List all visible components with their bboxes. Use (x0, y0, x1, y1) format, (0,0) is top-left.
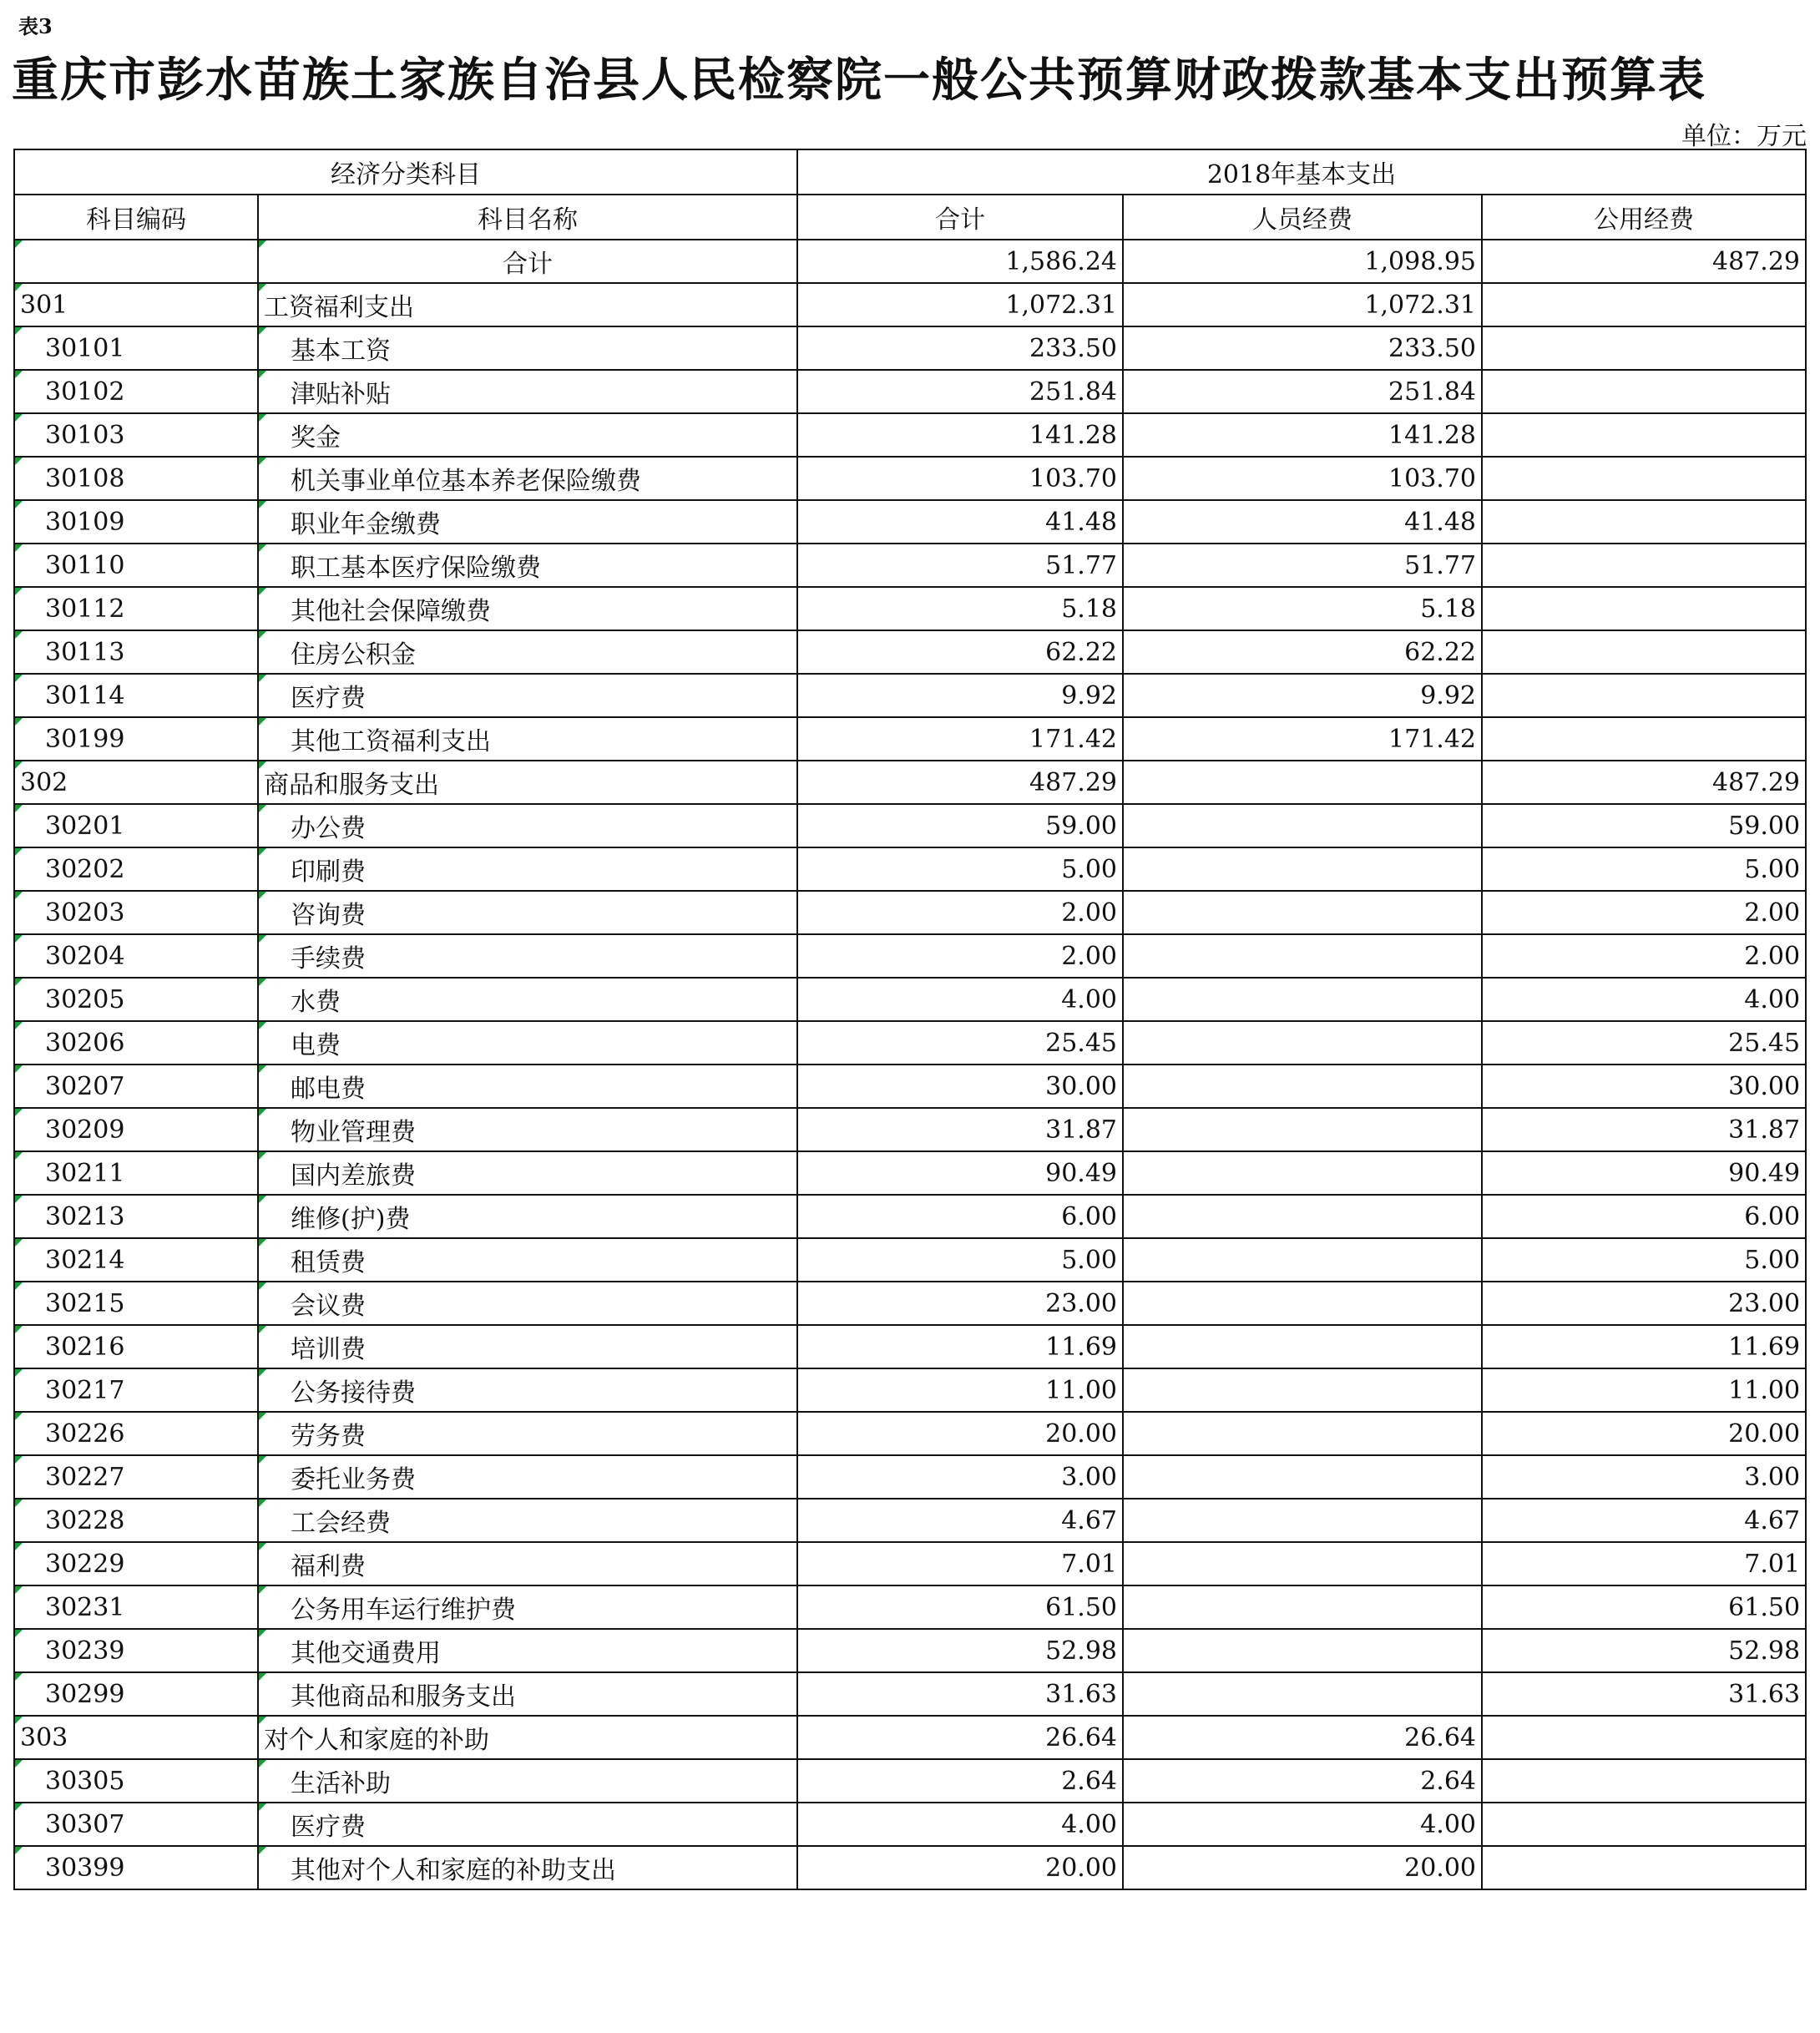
cell-total: 7.01 (797, 1542, 1123, 1585)
cell-public (1482, 283, 1806, 326)
cell-personnel: 4.00 (1123, 1803, 1482, 1846)
cell-name: 维修(护)费 (258, 1195, 797, 1238)
cell-code: 30201 (14, 804, 258, 847)
cell-name: 办公费 (258, 804, 797, 847)
cell-personnel: 41.48 (1123, 500, 1482, 544)
cell-public: 487.29 (1482, 240, 1806, 283)
cell-name: 工会经费 (258, 1499, 797, 1542)
cell-total: 9.92 (797, 674, 1123, 717)
cell-code: 30226 (14, 1412, 258, 1455)
cell-total: 4.00 (797, 978, 1123, 1021)
cell-personnel: 233.50 (1123, 326, 1482, 370)
cell-code: 30206 (14, 1021, 258, 1065)
table-row (14, 283, 1806, 326)
cell-code: 30228 (14, 1499, 258, 1542)
cell-name: 电费 (258, 1021, 797, 1065)
cell-personnel (1123, 1412, 1482, 1455)
cell-public: 23.00 (1482, 1282, 1806, 1325)
cell-code: 30205 (14, 978, 258, 1021)
cell-personnel (1123, 1065, 1482, 1108)
table-row (14, 1282, 1806, 1325)
cell-name: 医疗费 (258, 1803, 797, 1846)
cell-personnel (1123, 1151, 1482, 1195)
cell-total: 1,072.31 (797, 283, 1123, 326)
cell-personnel (1123, 891, 1482, 934)
cell-total: 5.00 (797, 1238, 1123, 1282)
cell-personnel (1123, 1542, 1482, 1585)
cell-public (1482, 457, 1806, 500)
cell-code: 301 (14, 283, 258, 326)
cell-public (1482, 587, 1806, 630)
cell-total: 25.45 (797, 1021, 1123, 1065)
cell-name: 咨询费 (258, 891, 797, 934)
cell-public: 61.50 (1482, 1585, 1806, 1629)
cell-code: 30102 (14, 370, 258, 413)
cell-code: 30103 (14, 413, 258, 457)
cell-code: 30231 (14, 1585, 258, 1629)
cell-name: 其他社会保障缴费 (258, 587, 797, 630)
table-row (14, 1672, 1806, 1716)
cell-total: 52.98 (797, 1629, 1123, 1672)
table-row (14, 1108, 1806, 1151)
table-row (14, 717, 1806, 761)
table-row (14, 1412, 1806, 1455)
cell-code: 30213 (14, 1195, 258, 1238)
cell-total: 31.87 (797, 1108, 1123, 1151)
cell-name: 基本工资 (258, 326, 797, 370)
cell-code: 30229 (14, 1542, 258, 1585)
cell-total: 11.00 (797, 1368, 1123, 1412)
cell-name: 奖金 (258, 413, 797, 457)
cell-code: 30399 (14, 1846, 258, 1889)
cell-name: 培训费 (258, 1325, 797, 1368)
table-row (14, 1151, 1806, 1195)
cell-personnel (1123, 1282, 1482, 1325)
cell-total: 1,586.24 (797, 240, 1123, 283)
cell-personnel: 51.77 (1123, 544, 1482, 587)
table-row (14, 1325, 1806, 1368)
unit-label: 单位：万元 (1681, 122, 1807, 151)
table-row (14, 587, 1806, 630)
header-personnel: 人员经费 (1123, 195, 1482, 240)
table-row (14, 804, 1806, 847)
cell-total: 26.64 (797, 1716, 1123, 1759)
table-row (14, 1368, 1806, 1412)
cell-personnel (1123, 1629, 1482, 1672)
cell-name: 医疗费 (258, 674, 797, 717)
table-row (14, 1065, 1806, 1108)
table-row (14, 240, 1806, 283)
table-row (14, 1629, 1806, 1672)
cell-total: 3.00 (797, 1455, 1123, 1499)
cell-public: 4.67 (1482, 1499, 1806, 1542)
cell-name: 福利费 (258, 1542, 797, 1585)
cell-name: 手续费 (258, 934, 797, 978)
cell-personnel: 26.64 (1123, 1716, 1482, 1759)
cell-personnel: 1,098.95 (1123, 240, 1482, 283)
cell-name: 公务接待费 (258, 1368, 797, 1412)
cell-code: 30113 (14, 630, 258, 674)
cell-public: 5.00 (1482, 1238, 1806, 1282)
cell-code: 302 (14, 761, 258, 804)
cell-public: 3.00 (1482, 1455, 1806, 1499)
cell-name: 公务用车运行维护费 (258, 1585, 797, 1629)
cell-public: 25.45 (1482, 1021, 1806, 1065)
budget-table (13, 149, 1807, 1890)
cell-name: 生活补助 (258, 1759, 797, 1803)
cell-code: 30199 (14, 717, 258, 761)
cell-public: 20.00 (1482, 1412, 1806, 1455)
header-column-row (14, 195, 1806, 240)
header-code: 科目编码 (14, 195, 258, 240)
cell-public: 90.49 (1482, 1151, 1806, 1195)
cell-name: 邮电费 (258, 1065, 797, 1108)
cell-personnel: 1,072.31 (1123, 283, 1482, 326)
table-row (14, 1585, 1806, 1629)
table-row (14, 674, 1806, 717)
table-row (14, 934, 1806, 978)
cell-personnel (1123, 1499, 1482, 1542)
cell-code: 303 (14, 1716, 258, 1759)
table-row (14, 1716, 1806, 1759)
cell-public (1482, 674, 1806, 717)
table-row (14, 1759, 1806, 1803)
header-economic-classification: 经济分类科目 (14, 149, 797, 195)
cell-public: 487.29 (1482, 761, 1806, 804)
cell-code: 30217 (14, 1368, 258, 1412)
table-row (14, 370, 1806, 413)
cell-name: 国内差旅费 (258, 1151, 797, 1195)
cell-personnel: 9.92 (1123, 674, 1482, 717)
table-row (14, 326, 1806, 370)
cell-name: 其他对个人和家庭的补助支出 (258, 1846, 797, 1889)
cell-total: 103.70 (797, 457, 1123, 500)
table-row (14, 1499, 1806, 1542)
cell-code: 30207 (14, 1065, 258, 1108)
cell-name: 其他商品和服务支出 (258, 1672, 797, 1716)
cell-public: 31.63 (1482, 1672, 1806, 1716)
cell-personnel (1123, 1368, 1482, 1412)
cell-total: 20.00 (797, 1846, 1123, 1889)
cell-total: 4.00 (797, 1803, 1123, 1846)
cell-personnel (1123, 1238, 1482, 1282)
header-group-row (14, 149, 1806, 195)
cell-code: 30299 (14, 1672, 258, 1716)
cell-code: 30108 (14, 457, 258, 500)
cell-code: 30114 (14, 674, 258, 717)
cell-public (1482, 1803, 1806, 1846)
table-row (14, 1803, 1806, 1846)
cell-public: 7.01 (1482, 1542, 1806, 1585)
cell-personnel (1123, 934, 1482, 978)
cell-code: 30215 (14, 1282, 258, 1325)
table-row (14, 413, 1806, 457)
cell-total: 5.00 (797, 847, 1123, 891)
cell-name: 工资福利支出 (258, 283, 797, 326)
cell-total: 51.77 (797, 544, 1123, 587)
cell-personnel (1123, 1672, 1482, 1716)
header-public: 公用经费 (1482, 195, 1806, 240)
cell-name: 印刷费 (258, 847, 797, 891)
cell-personnel: 20.00 (1123, 1846, 1482, 1889)
cell-total: 11.69 (797, 1325, 1123, 1368)
cell-total: 30.00 (797, 1065, 1123, 1108)
cell-personnel: 171.42 (1123, 717, 1482, 761)
cell-public (1482, 1846, 1806, 1889)
cell-public (1482, 630, 1806, 674)
cell-personnel (1123, 1325, 1482, 1368)
cell-code: 30305 (14, 1759, 258, 1803)
cell-public: 5.00 (1482, 847, 1806, 891)
cell-public (1482, 717, 1806, 761)
table-row (14, 1195, 1806, 1238)
cell-name: 职业年金缴费 (258, 500, 797, 544)
cell-public (1482, 413, 1806, 457)
cell-total: 5.18 (797, 587, 1123, 630)
table-row (14, 1542, 1806, 1585)
cell-personnel (1123, 1021, 1482, 1065)
cell-code: 30109 (14, 500, 258, 544)
cell-name: 其他交通费用 (258, 1629, 797, 1672)
cell-public: 6.00 (1482, 1195, 1806, 1238)
cell-public: 31.87 (1482, 1108, 1806, 1151)
table-row (14, 1455, 1806, 1499)
cell-total: 233.50 (797, 326, 1123, 370)
cell-name: 劳务费 (258, 1412, 797, 1455)
table-row (14, 500, 1806, 544)
cell-name: 住房公积金 (258, 630, 797, 674)
cell-total: 6.00 (797, 1195, 1123, 1238)
cell-code: 30227 (14, 1455, 258, 1499)
table-label: 表3 (18, 14, 53, 38)
page-title: 重庆市彭水苗族土家族自治县人民检察院一般公共预算财政拨款基本支出预算表 (12, 53, 1706, 108)
cell-code: 30112 (14, 587, 258, 630)
cell-total: 90.49 (797, 1151, 1123, 1195)
cell-code: 30101 (14, 326, 258, 370)
header-total: 合计 (797, 195, 1123, 240)
cell-public: 2.00 (1482, 934, 1806, 978)
cell-name: 机关事业单位基本养老保险缴费 (258, 457, 797, 500)
cell-personnel (1123, 761, 1482, 804)
table-row (14, 1846, 1806, 1889)
header-2018-basic-expenditure: 2018年基本支出 (797, 149, 1806, 195)
cell-code: 30216 (14, 1325, 258, 1368)
cell-total: 487.29 (797, 761, 1123, 804)
cell-personnel: 103.70 (1123, 457, 1482, 500)
cell-total: 31.63 (797, 1672, 1123, 1716)
cell-total: 59.00 (797, 804, 1123, 847)
cell-code: 30204 (14, 934, 258, 978)
cell-public: 2.00 (1482, 891, 1806, 934)
cell-personnel (1123, 1195, 1482, 1238)
cell-personnel: 62.22 (1123, 630, 1482, 674)
cell-code (14, 240, 258, 283)
cell-public: 11.00 (1482, 1368, 1806, 1412)
table-row (14, 630, 1806, 674)
cell-total: 171.42 (797, 717, 1123, 761)
cell-code: 30307 (14, 1803, 258, 1846)
cell-personnel (1123, 1455, 1482, 1499)
cell-total: 2.64 (797, 1759, 1123, 1803)
cell-personnel (1123, 804, 1482, 847)
table-body (14, 240, 1806, 1889)
cell-code: 30110 (14, 544, 258, 587)
cell-total: 41.48 (797, 500, 1123, 544)
cell-public (1482, 370, 1806, 413)
cell-name: 对个人和家庭的补助 (258, 1716, 797, 1759)
cell-public: 30.00 (1482, 1065, 1806, 1108)
cell-personnel (1123, 1108, 1482, 1151)
cell-personnel: 2.64 (1123, 1759, 1482, 1803)
cell-code: 30211 (14, 1151, 258, 1195)
cell-name: 委托业务费 (258, 1455, 797, 1499)
cell-name: 会议费 (258, 1282, 797, 1325)
cell-public: 4.00 (1482, 978, 1806, 1021)
table-row (14, 1238, 1806, 1282)
cell-code: 30209 (14, 1108, 258, 1151)
cell-public (1482, 326, 1806, 370)
table-row (14, 761, 1806, 804)
cell-total: 62.22 (797, 630, 1123, 674)
cell-total: 61.50 (797, 1585, 1123, 1629)
cell-public: 52.98 (1482, 1629, 1806, 1672)
table-row (14, 891, 1806, 934)
cell-total: 2.00 (797, 891, 1123, 934)
cell-total: 2.00 (797, 934, 1123, 978)
table-row (14, 544, 1806, 587)
cell-name: 其他工资福利支出 (258, 717, 797, 761)
table-row (14, 1021, 1806, 1065)
cell-name: 职工基本医疗保险缴费 (258, 544, 797, 587)
header-name: 科目名称 (258, 195, 797, 240)
table-row (14, 457, 1806, 500)
cell-name: 物业管理费 (258, 1108, 797, 1151)
table-row (14, 847, 1806, 891)
cell-total: 4.67 (797, 1499, 1123, 1542)
cell-code: 30202 (14, 847, 258, 891)
cell-total: 23.00 (797, 1282, 1123, 1325)
cell-public (1482, 1716, 1806, 1759)
cell-code: 30214 (14, 1238, 258, 1282)
cell-personnel (1123, 978, 1482, 1021)
cell-personnel: 5.18 (1123, 587, 1482, 630)
table-row (14, 978, 1806, 1021)
cell-personnel: 251.84 (1123, 370, 1482, 413)
cell-name: 津贴补贴 (258, 370, 797, 413)
cell-public (1482, 544, 1806, 587)
cell-personnel (1123, 1585, 1482, 1629)
cell-code: 30203 (14, 891, 258, 934)
cell-total: 20.00 (797, 1412, 1123, 1455)
cell-total: 251.84 (797, 370, 1123, 413)
cell-public (1482, 500, 1806, 544)
cell-personnel (1123, 847, 1482, 891)
cell-public: 59.00 (1482, 804, 1806, 847)
cell-name: 合计 (258, 240, 797, 283)
cell-name: 商品和服务支出 (258, 761, 797, 804)
cell-public: 11.69 (1482, 1325, 1806, 1368)
cell-name: 水费 (258, 978, 797, 1021)
cell-code: 30239 (14, 1629, 258, 1672)
cell-public (1482, 1759, 1806, 1803)
cell-personnel: 141.28 (1123, 413, 1482, 457)
cell-name: 租赁费 (258, 1238, 797, 1282)
cell-total: 141.28 (797, 413, 1123, 457)
